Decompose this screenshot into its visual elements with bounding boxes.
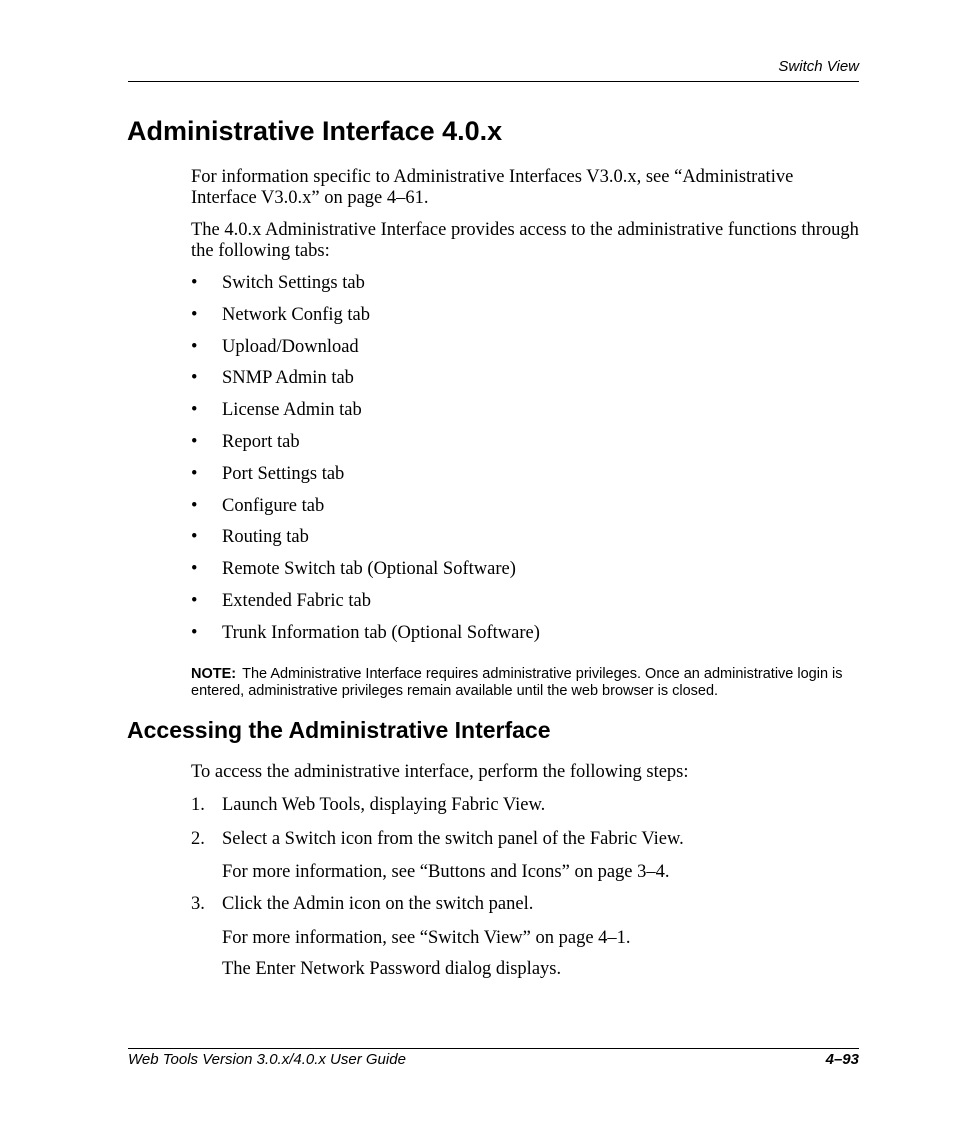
step-3-result: The Enter Network Password dialog displays. xyxy=(222,959,562,979)
page-number: 4–93 xyxy=(825,1051,859,1068)
note-label: NOTE: xyxy=(191,666,237,682)
bullet: • xyxy=(191,495,198,516)
list-item-text: Configure tab xyxy=(222,495,325,516)
bullet: • xyxy=(191,273,198,293)
list-item-text: Report tab xyxy=(222,431,300,452)
list-item-text: Trunk Information tab (Optional Software) xyxy=(222,622,540,643)
step-number: 1. xyxy=(191,795,205,815)
bullet: • xyxy=(191,400,198,421)
bullet: • xyxy=(191,463,198,484)
list-item-text: Network Config tab xyxy=(222,304,370,325)
footer-rule xyxy=(128,1048,859,1049)
bullet: • xyxy=(191,304,198,325)
step-text: Select a Switch icon from the switch panel of the Fabric View. xyxy=(222,829,684,849)
note-text: The Administrative Interface requires administrative privileges. Once an administrative login is entered, administrative privileges remain available until the web browser is closed. xyxy=(191,666,843,699)
intro-paragraph-1: For information specific to Administrative Interfaces V3.0.x, see “Administrative Interface V3.0.x” on page 4–61. xyxy=(191,167,794,208)
note-box xyxy=(191,666,859,700)
step-text: Click the Admin icon on the switch panel. xyxy=(222,894,534,914)
bullet: • xyxy=(191,336,198,357)
step-number: 2. xyxy=(191,829,205,849)
bullet: • xyxy=(191,431,198,452)
step-text: Launch Web Tools, displaying Fabric View. xyxy=(222,795,546,815)
step-number: 3. xyxy=(191,894,205,914)
bullet: • xyxy=(191,368,198,389)
intro-paragraph-2: The 4.0.x Administrative Interface provides access to the administrative functions through the following tabs: xyxy=(191,220,859,261)
steps-intro: To access the administrative interface, perform the following steps: xyxy=(191,762,689,782)
footer-guide-title: Web Tools Version 3.0.x/4.0.x User Guide xyxy=(128,1051,406,1068)
step-3-followup: For more information, see “Switch View” on page 4–1. xyxy=(222,928,631,948)
list-item-text: Extended Fabric tab xyxy=(222,590,371,611)
list-item-text: Port Settings tab xyxy=(222,463,345,484)
subsection-title: Accessing the Administrative Interface xyxy=(127,717,551,743)
bullet: • xyxy=(191,622,198,643)
bullet: • xyxy=(191,527,198,548)
list-item-text: Remote Switch tab (Optional Software) xyxy=(222,559,516,580)
running-head: Switch View xyxy=(778,58,859,75)
list-item-text: Upload/Download xyxy=(222,336,359,357)
header-rule xyxy=(128,81,859,82)
list-item-text: SNMP Admin tab xyxy=(222,368,354,389)
list-item-text: Routing tab xyxy=(222,527,309,548)
bullet: • xyxy=(191,590,198,611)
section-title: Administrative Interface 4.0.x xyxy=(127,116,503,146)
list-item-text: License Admin tab xyxy=(222,400,362,421)
bullet: • xyxy=(191,559,198,580)
list-item-text: Switch Settings tab xyxy=(222,273,365,293)
step-2-followup: For more information, see “Buttons and Icons” on page 3–4. xyxy=(222,862,670,882)
